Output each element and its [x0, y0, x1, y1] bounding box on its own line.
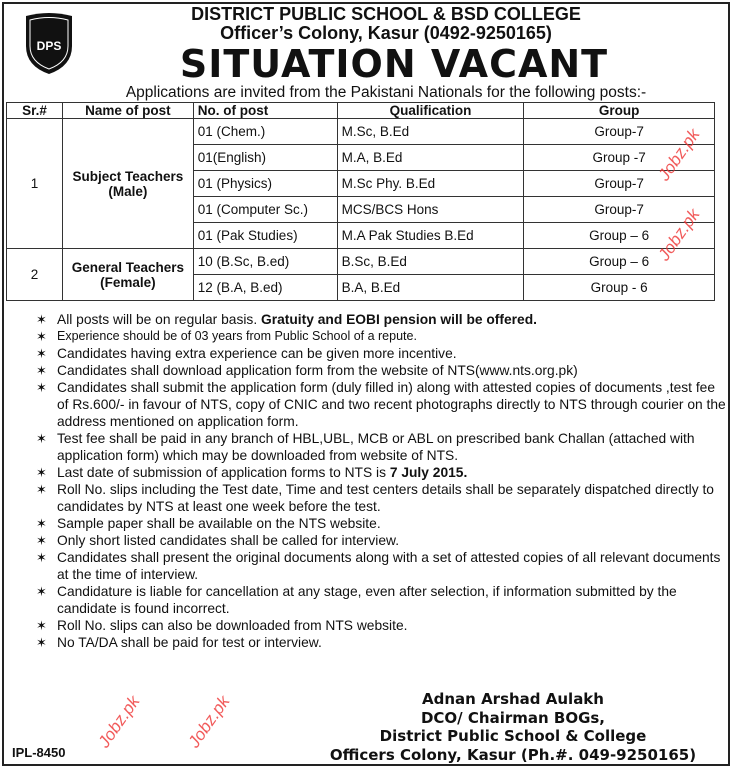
terms-list: [0, 311, 732, 651]
bullet-text: Candidates shall present the original documents along with a set of attested copies of all relevant documents at the time of interview.: [57, 550, 721, 582]
bullet-text: Experience should be of 03 years from Public School of a repute.: [57, 329, 417, 343]
watermark: Jobz.pk: [654, 205, 704, 265]
no-cell: 01 (Chem.): [193, 119, 337, 145]
bullet-text: All posts will be on regular basis.: [57, 312, 258, 327]
sr-cell: 2: [7, 249, 63, 301]
group-cell: Group -7: [524, 145, 715, 171]
list-item: [0, 583, 732, 617]
list-item: [0, 464, 732, 481]
no-cell: 10 (B.Sc, B.ed): [193, 249, 337, 275]
header-name: Name of post: [62, 103, 193, 119]
bullet-text: Roll No. slips can also be downloaded from NTS website.: [57, 618, 408, 633]
star-bullet-icon: ✶: [36, 431, 47, 446]
header-group: Group: [524, 103, 715, 119]
qualification-cell: MCS/BCS Hons: [337, 197, 524, 223]
watermark: Jobz.pk: [184, 692, 234, 752]
bullet-text: Candidates having extra experience can be given more incentive.: [57, 346, 457, 361]
bullet-emphasis: 7 July 2015.: [389, 465, 468, 480]
list-item: [0, 617, 732, 634]
post-name-cell: General Teachers (Female): [62, 249, 193, 301]
qualification-cell: M.Sc Phy. B.Ed: [337, 171, 524, 197]
list-item: [0, 549, 732, 583]
bullet-text: Candidature is liable for cancellation at any stage, even after selection, if information submitted by the candidate is found incorrect.: [57, 584, 677, 616]
signature-block: [300, 690, 726, 764]
qualification-cell: M.Sc, B.Ed: [337, 119, 524, 145]
star-bullet-icon: ✶: [36, 618, 47, 633]
group-cell: Group – 6: [524, 249, 715, 275]
signatory-title: DCO/ Chairman BOGs,: [420, 708, 606, 727]
sr-cell: 1: [7, 119, 63, 249]
group-cell: Group - 6: [524, 275, 715, 301]
header-no: No. of post: [193, 103, 337, 119]
group-cell: Group-7: [524, 171, 715, 197]
star-bullet-icon: ✶: [36, 329, 47, 344]
group-cell: Group – 6: [524, 223, 715, 249]
bullet-text: Roll No. slips including the Test date, Time and test centers details shall be separately dispatched directly to candidates by NTS at least one week before the test.: [57, 482, 714, 514]
star-bullet-icon: ✶: [36, 584, 47, 599]
list-item: [0, 345, 732, 362]
bullet-text: Candidates shall submit the application form (duly filled in) along with attested copies of documents ,test fee of Rs.600/- in favour of NTS, copy of CNIC and two recent photographs directly to NTS through courier on the address mentioned on application form.: [57, 380, 726, 429]
bullet-text: Last date of submission of application forms to NTS is: [57, 465, 386, 480]
list-item: [0, 379, 732, 430]
header-sr: Sr.#: [7, 103, 63, 119]
no-cell: 12 (B.A, B.ed): [193, 275, 337, 301]
table-header-row: [7, 103, 715, 119]
star-bullet-icon: ✶: [36, 482, 47, 497]
star-bullet-icon: ✶: [36, 635, 47, 650]
signatory-org: District Public School & College: [379, 727, 647, 745]
bullet-text: Only short listed candidates shall be called for interview.: [57, 533, 400, 548]
group-cell: Group-7: [524, 197, 715, 223]
school-address: Officer’s Colony, Kasur (0492-9250165): [220, 23, 552, 43]
list-item: [0, 481, 732, 515]
post-name-cell: Subject Teachers (Male): [62, 119, 193, 249]
table-row: [7, 119, 715, 145]
group-cell: Group-7: [524, 119, 715, 145]
star-bullet-icon: ✶: [36, 380, 47, 395]
star-bullet-icon: ✶: [36, 312, 47, 327]
qualification-cell: M.A, B.Ed: [337, 145, 524, 171]
bullet-text: No TA/DA shall be paid for test or interview.: [57, 635, 322, 650]
signatory-name: Adnan Arshad Aulakh: [422, 690, 604, 708]
no-cell: 01(English): [193, 145, 337, 171]
list-item: [0, 532, 732, 549]
no-cell: 01 (Physics): [193, 171, 337, 197]
list-item: [0, 515, 732, 532]
watermark: Jobz.pk: [94, 692, 144, 752]
qualification-cell: B.A, B.Ed: [337, 275, 524, 301]
no-cell: 01 (Pak Studies): [193, 223, 337, 249]
star-bullet-icon: ✶: [36, 363, 47, 378]
header-qualification: Qualification: [337, 103, 524, 119]
ad-title: SITUATION VACANT: [179, 42, 609, 86]
intro-text: Applications are invited from the Pakistani Nationals for the following posts:-: [125, 84, 647, 101]
no-cell: 01 (Computer Sc.): [193, 197, 337, 223]
star-bullet-icon: ✶: [36, 533, 47, 548]
star-bullet-icon: ✶: [36, 346, 47, 361]
table-row: [7, 249, 715, 275]
list-item: [0, 362, 732, 379]
bullet-text: Sample paper shall be available on the NTS website.: [57, 516, 381, 531]
bullet-text: Candidates shall download application form from the website of NTS(www.nts.org.pk): [57, 363, 578, 378]
star-bullet-icon: ✶: [36, 550, 47, 565]
signatory-address: Officers Colony, Kasur (Ph.#. 049-9250165): [329, 745, 697, 764]
list-item: [0, 311, 732, 328]
bullet-emphasis: Gratuity and EOBI pension will be offered.: [261, 312, 537, 327]
list-item: [0, 430, 732, 464]
ad-reference: IPL-8450: [12, 745, 66, 760]
list-item: [0, 328, 732, 345]
svg-text:DPS: DPS: [36, 39, 62, 53]
star-bullet-icon: ✶: [36, 465, 47, 480]
star-bullet-icon: ✶: [36, 516, 47, 531]
school-name: DISTRICT PUBLIC SCHOOL & BSD COLLEGE: [191, 4, 581, 24]
qualification-cell: B.Sc, B.Ed: [337, 249, 524, 275]
qualification-cell: M.A Pak Studies B.Ed: [337, 223, 524, 249]
bullet-text: Test fee shall be paid in any branch of HBL,UBL, MCB or ABL on prescribed bank Challan (attached with application form) which may be downloaded from website of NTS.: [57, 431, 695, 463]
posts-table: [6, 102, 715, 301]
watermark: Jobz.pk: [654, 125, 704, 185]
list-item: [0, 634, 732, 651]
